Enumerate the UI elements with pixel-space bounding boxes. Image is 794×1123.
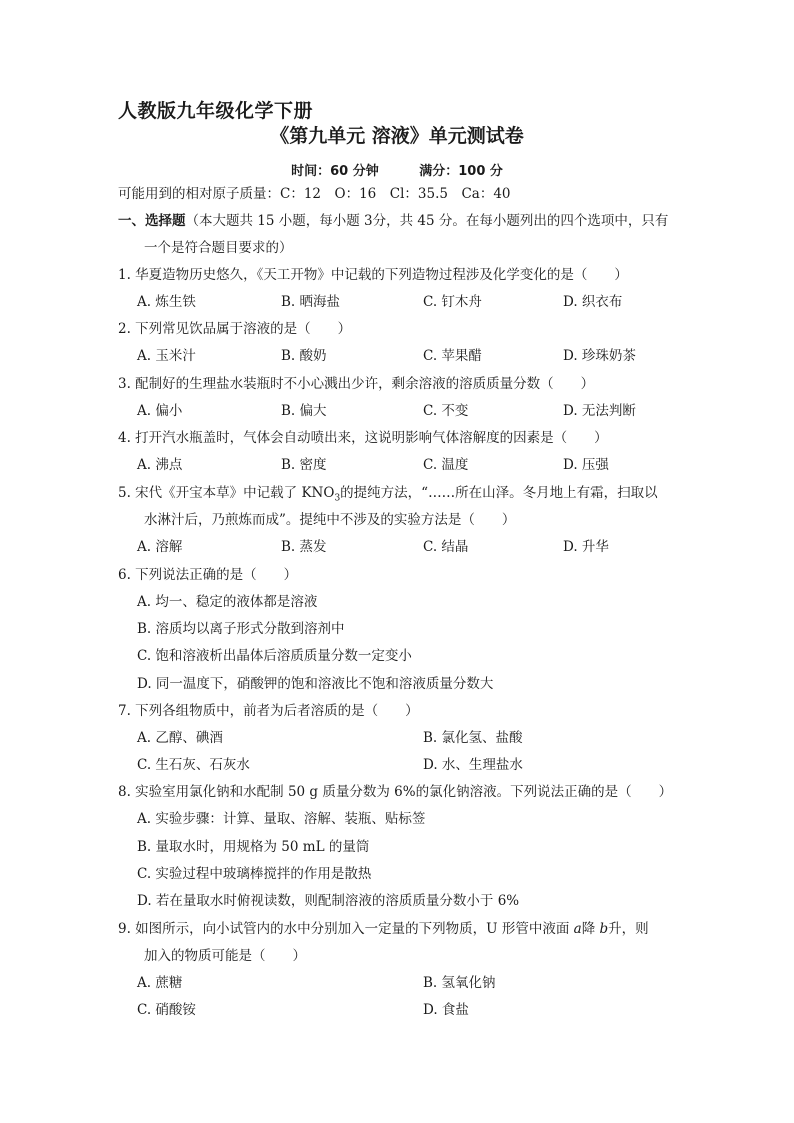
question-2-stem: 2. 下列常见饮品属于溶液的是（ ） [118, 321, 352, 337]
question-2-option-b: B. 酸奶 [281, 348, 327, 364]
question-7-stem: 7. 下列各组物质中，前者为后者溶质的是（ ） [118, 703, 419, 719]
question-6-option-a: A. 均一、稳定的液体都是溶液 [137, 594, 318, 610]
question-3-stem: 3. 配制好的生理盐水装瓶时不小心溅出少许，剩余溶液的溶质质量分数（ ） [118, 376, 595, 392]
question-9-stem-mid: 降 [581, 921, 600, 937]
question-9-stem-pre: 9. 如图所示，向小试管内的水中分别加入一定量的下列物质，U 形管中液面 [118, 921, 574, 937]
question-4-option-b: B. 密度 [281, 457, 327, 473]
question-5-option-b: B. 蒸发 [281, 539, 327, 555]
page-title: 《第九单元 溶液》单元测试卷 [270, 125, 524, 147]
question-4-option-d: D. 压强 [563, 457, 609, 473]
question-5-option-c: C. 结晶 [423, 539, 469, 555]
question-8-option-c: C. 实验过程中玻璃棒搅拌的作用是散热 [137, 866, 372, 882]
question-7-option-c: C. 生石灰、石灰水 [137, 757, 250, 773]
question-1-option-c: C. 钉木舟 [423, 294, 482, 310]
question-1-option-a: A. 炼生铁 [137, 294, 196, 310]
question-1-stem: 1. 华夏造物历史悠久，《天工开物》中记载的下列造物过程涉及化学变化的是（ ） [118, 267, 628, 283]
atomic-masses: 可能用到的相对原子质量：C：12 O：16 Cl：35.5 Ca：40 [118, 186, 511, 202]
question-9-var-b: b [599, 921, 609, 937]
question-9-option-d: D. 食盐 [423, 1002, 469, 1018]
question-5-stem-line2: 水淋汁后，乃煎炼而成”。提纯中不涉及的实验方法是（ ） [144, 512, 516, 528]
exam-meta [0, 160, 794, 179]
question-9-stem [118, 920, 649, 938]
question-4-stem: 4. 打开汽水瓶盖时，气体会自动喷出来，这说明影响气体溶解度的因素是（ ） [118, 430, 608, 446]
question-5-option-a: A. 溶解 [137, 539, 183, 555]
question-6-stem: 6. 下列说法正确的是（ ） [118, 567, 298, 583]
question-1-option-b: B. 晒海盐 [281, 294, 341, 310]
question-9-option-c: C. 硝酸铵 [137, 1002, 196, 1018]
question-3-option-d: D. 无法判断 [563, 403, 636, 419]
question-9-option-b: B. 氢氧化钠 [423, 975, 496, 991]
question-2-option-a: A. 玉米汁 [137, 348, 196, 364]
question-3-option-b: B. 偏大 [281, 403, 327, 419]
question-5-subscript: 3 [334, 493, 341, 504]
publisher-line: 人教版九年级化学下册 [118, 100, 314, 122]
question-8-option-b: B. 量取水时，用规格为 50 mL 的量筒 [137, 839, 370, 855]
question-8-option-d: D. 若在量取水时俯视读数，则配制溶液的溶质质量分数小于 6% [137, 893, 520, 909]
question-2-option-d: D. 珍珠奶茶 [563, 348, 636, 364]
question-5-option-d: D. 升华 [563, 539, 609, 555]
question-1-option-d: D. 织衣布 [563, 294, 623, 310]
section-desc-1: （本大题共 15 小题，每小题 3分，共 45 分。在每小题列出的四个选项中，只有 [185, 213, 669, 229]
question-3-option-a: A. 偏小 [137, 403, 183, 419]
question-9-option-a: A. 蔗糖 [137, 975, 183, 991]
question-5-stem-post: 的提纯方法，“……所在山泽。冬月地上有霜，扫取以 [340, 485, 658, 501]
question-5-stem-pre: 5. 宋代《开宝本草》中记载了 KNO [118, 485, 335, 501]
question-9-stem-line2: 加入的物质可能是（ ） [144, 948, 306, 964]
question-5-stem [118, 484, 658, 508]
question-7-option-d: D. 水、生理盐水 [423, 757, 523, 773]
question-4-option-a: A. 沸点 [137, 457, 183, 473]
question-4-option-c: C. 温度 [423, 457, 469, 473]
section-heading [118, 212, 668, 230]
question-7-option-b: B. 氯化氢、盐酸 [423, 730, 523, 746]
question-3-option-c: C. 不变 [423, 403, 469, 419]
question-7-option-a: A. 乙醇、碘酒 [137, 730, 223, 746]
question-9-stem-post: 升，则 [608, 921, 649, 937]
question-8-stem: 8. 实验室用氯化钠和水配制 50 g 质量分数为 6%的氯化钠溶液。下列说法正确的是（ ） [118, 784, 673, 800]
question-2-option-c: C. 苹果醋 [423, 348, 482, 364]
section-desc-2: 一个是符合题目要求的） [144, 240, 293, 256]
full-score: 满分：100 分 [419, 164, 503, 179]
question-6-option-d: D. 同一温度下，硝酸钾的饱和溶液比不饱和溶液质量分数大 [137, 676, 494, 692]
time-limit: 时间：60 分钟 [291, 164, 379, 179]
question-8-option-a: A. 实验步骤：计算、量取、溶解、装瓶、贴标签 [137, 811, 426, 827]
section-label: 一、选择题 [118, 213, 186, 229]
question-9-var-a: a [573, 921, 582, 937]
question-6-option-c: C. 饱和溶液析出晶体后溶质质量分数一定变小 [137, 648, 412, 664]
question-6-option-b: B. 溶质均以离子形式分散到溶剂中 [137, 621, 345, 637]
